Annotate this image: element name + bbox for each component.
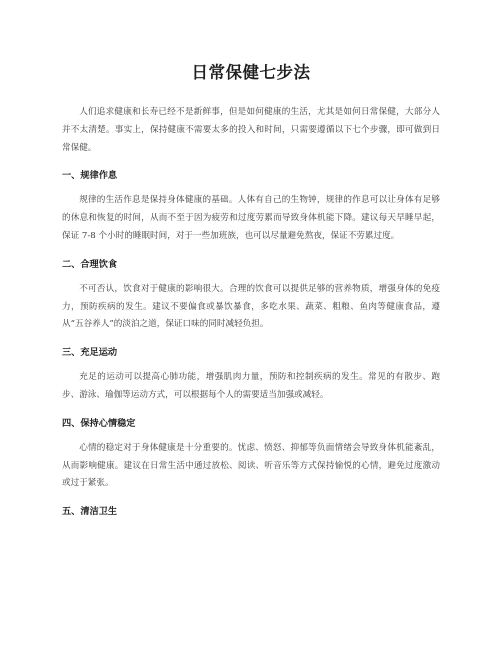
section-body: 心情的稳定对于身体健康是十分重要的。忧虑、愤怒、抑郁等负面情绪会导致身体机能紊乱，从而影响健康。建议在日常生活中通过放松、阅读、听音乐等方式保持愉悦的心情，避免过度激动或过于紧张。	[62, 442, 440, 489]
section-heading: 三、充足运动	[62, 347, 118, 359]
section-sufficient-exercise	[62, 346, 440, 405]
section-heading: 四、保持心情稳定	[62, 417, 136, 429]
section-heading: 二、合理饮食	[62, 258, 118, 270]
section-body: 规律的生活作息是保持身体健康的基础。人体有自己的生物钟，规律的作息可以让身体有足够的休息和恢复的时间，从而不至于因为疲劳和过度劳累而导致身体机能下降。建议每天早睡早起，保证 7-8 个小时的睡眠时间，对于一些加班族，也可以尽量避免熬夜，保证不劳累过度。	[62, 195, 440, 241]
section-body: 充足的运动可以提高心肺功能，增强肌肉力量，预防和控制疾病的发生。常见的有散步、跑步、游泳、瑜伽等运动方式，可以根据每个人的需要适当加强或减轻。	[62, 372, 440, 400]
section-heading: 一、规律作息	[62, 170, 118, 182]
intro-paragraph: 人们追求健康和长寿已经不是新鲜事，但是如何健康的生活，尤其是如何日常保健，大部分人并不太清楚。事实上，保持健康不需要太多的投入和时间，只需要遵循以下七个步骤，即可做到日常保健。	[62, 107, 440, 153]
section-stable-mood	[62, 417, 440, 493]
document-title: 日常保健七步法	[191, 63, 311, 82]
section-reasonable-diet	[62, 258, 440, 334]
section-hygiene	[62, 505, 440, 519]
section-regular-routine	[62, 169, 440, 245]
section-body: 不可否认，饮食对于健康的影响很大。合理的饮食可以提供足够的营养物质，增强身体的免疫力，预防疾病的发生。建议不要偏食或暴饮暴食，多吃水果、蔬菜、粗粮、鱼肉等健康食品，遵从“五谷养人”的淡泊之道，保证口味的同时减轻负担。	[62, 283, 440, 330]
section-heading: 五、清洁卫生	[62, 506, 118, 518]
